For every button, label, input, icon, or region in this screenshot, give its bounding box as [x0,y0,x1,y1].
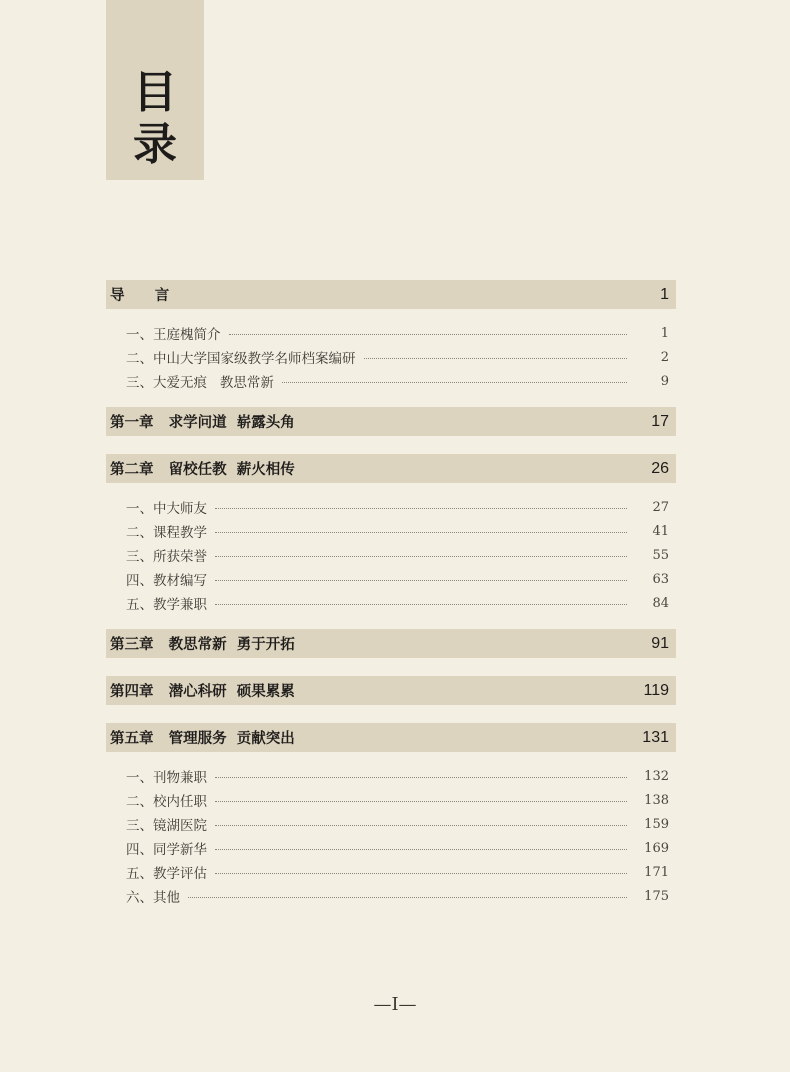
toc-heading-char-1: 目 [133,67,177,118]
entry-label: 五、教学兼职 [126,597,207,613]
chapter-heading[interactable] [106,723,676,752]
entry-label: 一、中大师友 [126,501,207,517]
entry-page-number: 2 [660,349,669,365]
dot-leader [215,532,627,533]
toc-entry[interactable] [106,788,676,812]
section-gap [106,705,676,723]
entry-label: 一、王庭槐简介 [126,327,221,343]
dot-leader [364,358,628,359]
chapter-title: 第五章 管理服务 贡献突出 [110,731,295,747]
toc-entry[interactable] [106,812,676,836]
table-of-contents [106,280,676,922]
entry-label: 二、课程教学 [126,525,207,541]
toc-section [106,454,676,629]
entry-label: 二、中山大学国家级教学名师档案编研 [126,351,356,367]
toc-entry[interactable] [106,519,676,543]
entry-page-number: 169 [644,840,669,856]
toc-entry[interactable] [106,567,676,591]
toc-section [106,629,676,676]
chapter-heading[interactable] [106,676,676,705]
chapter-heading[interactable] [106,407,676,436]
chapter-title: 第三章 教思常新 勇于开拓 [110,637,295,653]
entry-label: 五、教学评估 [126,866,207,882]
entry-label: 三、所获荣誉 [126,549,207,565]
entry-page-number: 175 [644,888,669,904]
toc-entry[interactable] [106,321,676,345]
toc-entry[interactable] [106,764,676,788]
toc-entry[interactable] [106,345,676,369]
toc-entry[interactable] [106,860,676,884]
entry-list [106,309,676,407]
entry-page-number: 84 [652,595,669,611]
toc-entry[interactable] [106,836,676,860]
chapter-page-number: 119 [643,681,669,699]
dot-leader [188,897,627,898]
toc-heading-char-2: 录 [133,119,177,170]
toc-section [106,676,676,723]
chapter-heading[interactable] [106,629,676,658]
chapter-page-number: 1 [660,285,669,303]
dot-leader [229,334,628,335]
toc-section [106,280,676,407]
entry-page-number: 159 [644,816,669,832]
dot-leader [215,604,627,605]
toc-entry[interactable] [106,591,676,615]
entry-page-number: 63 [652,571,669,587]
entry-page-number: 132 [644,768,669,784]
dot-leader [215,825,627,826]
entry-label: 三、镜湖医院 [126,818,207,834]
dot-leader [215,556,627,557]
entry-page-number: 1 [660,325,669,341]
chapter-title: 第一章 求学问道 崭露头角 [110,415,295,431]
toc-entry[interactable] [106,495,676,519]
entry-label: 六、其他 [126,890,180,906]
chapter-page-number: 91 [651,634,669,652]
entry-label: 四、同学新华 [126,842,207,858]
entry-label: 二、校内任职 [126,794,207,810]
entry-label: 一、刊物兼职 [126,770,207,786]
entry-label: 三、大爱无痕 教思常新 [126,375,274,391]
chapter-heading[interactable] [106,454,676,483]
chapter-title: 第二章 留校任教 薪火相传 [110,462,295,478]
dot-leader [215,777,627,778]
chapter-page-number: 17 [651,412,669,430]
toc-entry[interactable] [106,543,676,567]
section-gap [106,436,676,454]
entry-page-number: 41 [652,523,669,539]
entry-list [106,752,676,922]
section-gap [106,658,676,676]
chapter-title: 第四章 潜心科研 硕果累累 [110,684,295,700]
toc-heading-block [106,0,204,180]
toc-entry[interactable] [106,369,676,393]
toc-section [106,723,676,922]
chapter-page-number: 131 [642,728,669,746]
entry-page-number: 138 [644,792,669,808]
dot-leader [282,382,627,383]
chapter-page-number: 26 [651,459,669,477]
entry-page-number: 9 [660,373,669,389]
entry-page-number: 27 [652,499,669,515]
dot-leader [215,849,627,850]
page-number: —I— [373,994,417,1015]
entry-page-number: 171 [644,864,669,880]
chapter-heading[interactable] [106,280,676,309]
entry-list [106,483,676,629]
dot-leader [215,508,627,509]
dot-leader [215,873,627,874]
toc-entry[interactable] [106,884,676,908]
dot-leader [215,580,627,581]
toc-section [106,407,676,454]
entry-label: 四、教材编写 [126,573,207,589]
dot-leader [215,801,627,802]
chapter-title: 导 言 [110,288,170,304]
entry-page-number: 55 [652,547,669,563]
